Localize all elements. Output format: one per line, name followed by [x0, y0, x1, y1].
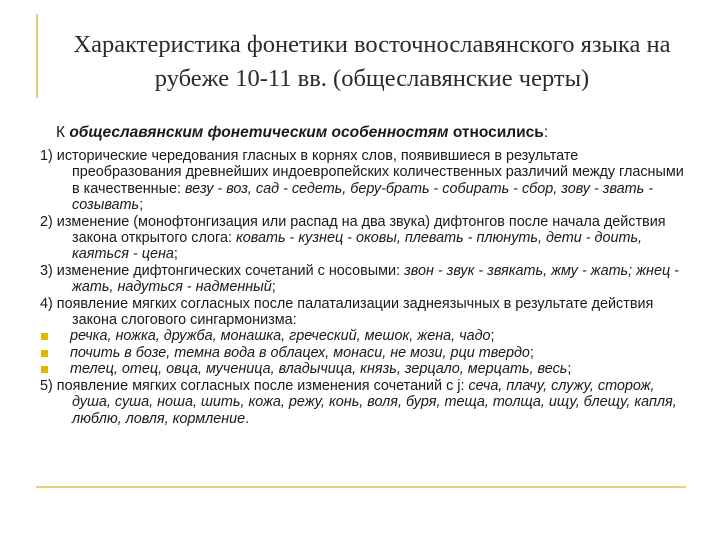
item-end: ; [139, 197, 144, 214]
list-item-1 [40, 148, 690, 214]
slide-title: Характеристика фонетики восточнославянского языка на рубеже 10-11 вв. (общеславянские черты) [73, 31, 671, 92]
item-examples: ковать - кузнец - оковы, плевать - плюнуть, дети - доить, каяться - цена [72, 230, 643, 263]
bullet-examples: телец, отец, овца, мученица, владычица, князь, зерцало, мерцать, весь [70, 361, 568, 378]
bullet-item-2 [40, 345, 690, 361]
list-item-5 [40, 378, 690, 427]
lead-suffix: : [543, 124, 549, 141]
item-examples: везу - воз, сад - седеть, беру-брать - собирать - сбор, зову - звать - созывать [72, 180, 654, 214]
bullet-end: ; [490, 328, 495, 345]
bullet-examples: почить в бозе, темна вода в облацех, монаси, не мози, рци твердо [70, 344, 530, 361]
list-item-2 [40, 214, 690, 263]
item-examples: сеча, плачу, служу, сторож, душа, суша, ноша, шить, кожа, режу, конь, воля, буря, теща, толща, ищу, блещу, капля, люблю, ловля, кормление [72, 377, 677, 427]
item-text: 4) появление мягких согласных после палатализации заднеязычных в результате действия закона слогового сингармонизма: [40, 295, 654, 329]
item-end: . [245, 410, 250, 427]
square-bullet-icon [41, 366, 48, 373]
bullet-item-1 [40, 328, 690, 344]
lead-bold-italic: общеславянским фонетическим [69, 124, 328, 141]
bullet-item-3 [40, 361, 690, 377]
slide-body [40, 124, 690, 427]
square-bullet-icon [41, 350, 48, 357]
decorative-bottom-line [36, 486, 686, 488]
bullet-examples: речка, ножка, дружба, монашка, греческий, мешок, жена, чадо [70, 328, 491, 345]
item-examples: звон - звук - звякать, жму - жать; жнец - жать, надуться - надменный [72, 262, 679, 296]
bullet-end: ; [567, 361, 572, 378]
list-item-3 [40, 263, 690, 296]
item-text: 2) изменение (монофтонгизация или распад на два звука) дифтонгов после начала действия закона открытого слога: [40, 213, 666, 247]
bullet-end: ; [529, 344, 534, 361]
item-text: 5) появление мягких согласных после изменения сочетаний с j: [40, 377, 469, 394]
item-text: 1) исторические чередования гласных в корнях слов, появившиеся в результате преобразования древнейших индоевропейских количественных различий между гласными в качественные: [40, 148, 684, 197]
decorative-vertical-line [36, 14, 38, 98]
lead-middle: особенностям [327, 124, 449, 141]
lead-bold: относились [448, 124, 544, 141]
lead-prefix: К [56, 124, 70, 141]
lead-sentence [56, 124, 690, 142]
item-text: 3) изменение дифтонгических сочетаний с носовыми: [40, 262, 405, 279]
list-item-4 [40, 296, 690, 329]
square-bullet-icon [41, 333, 48, 340]
item-end: ; [271, 279, 276, 296]
item-end: ; [173, 246, 178, 263]
